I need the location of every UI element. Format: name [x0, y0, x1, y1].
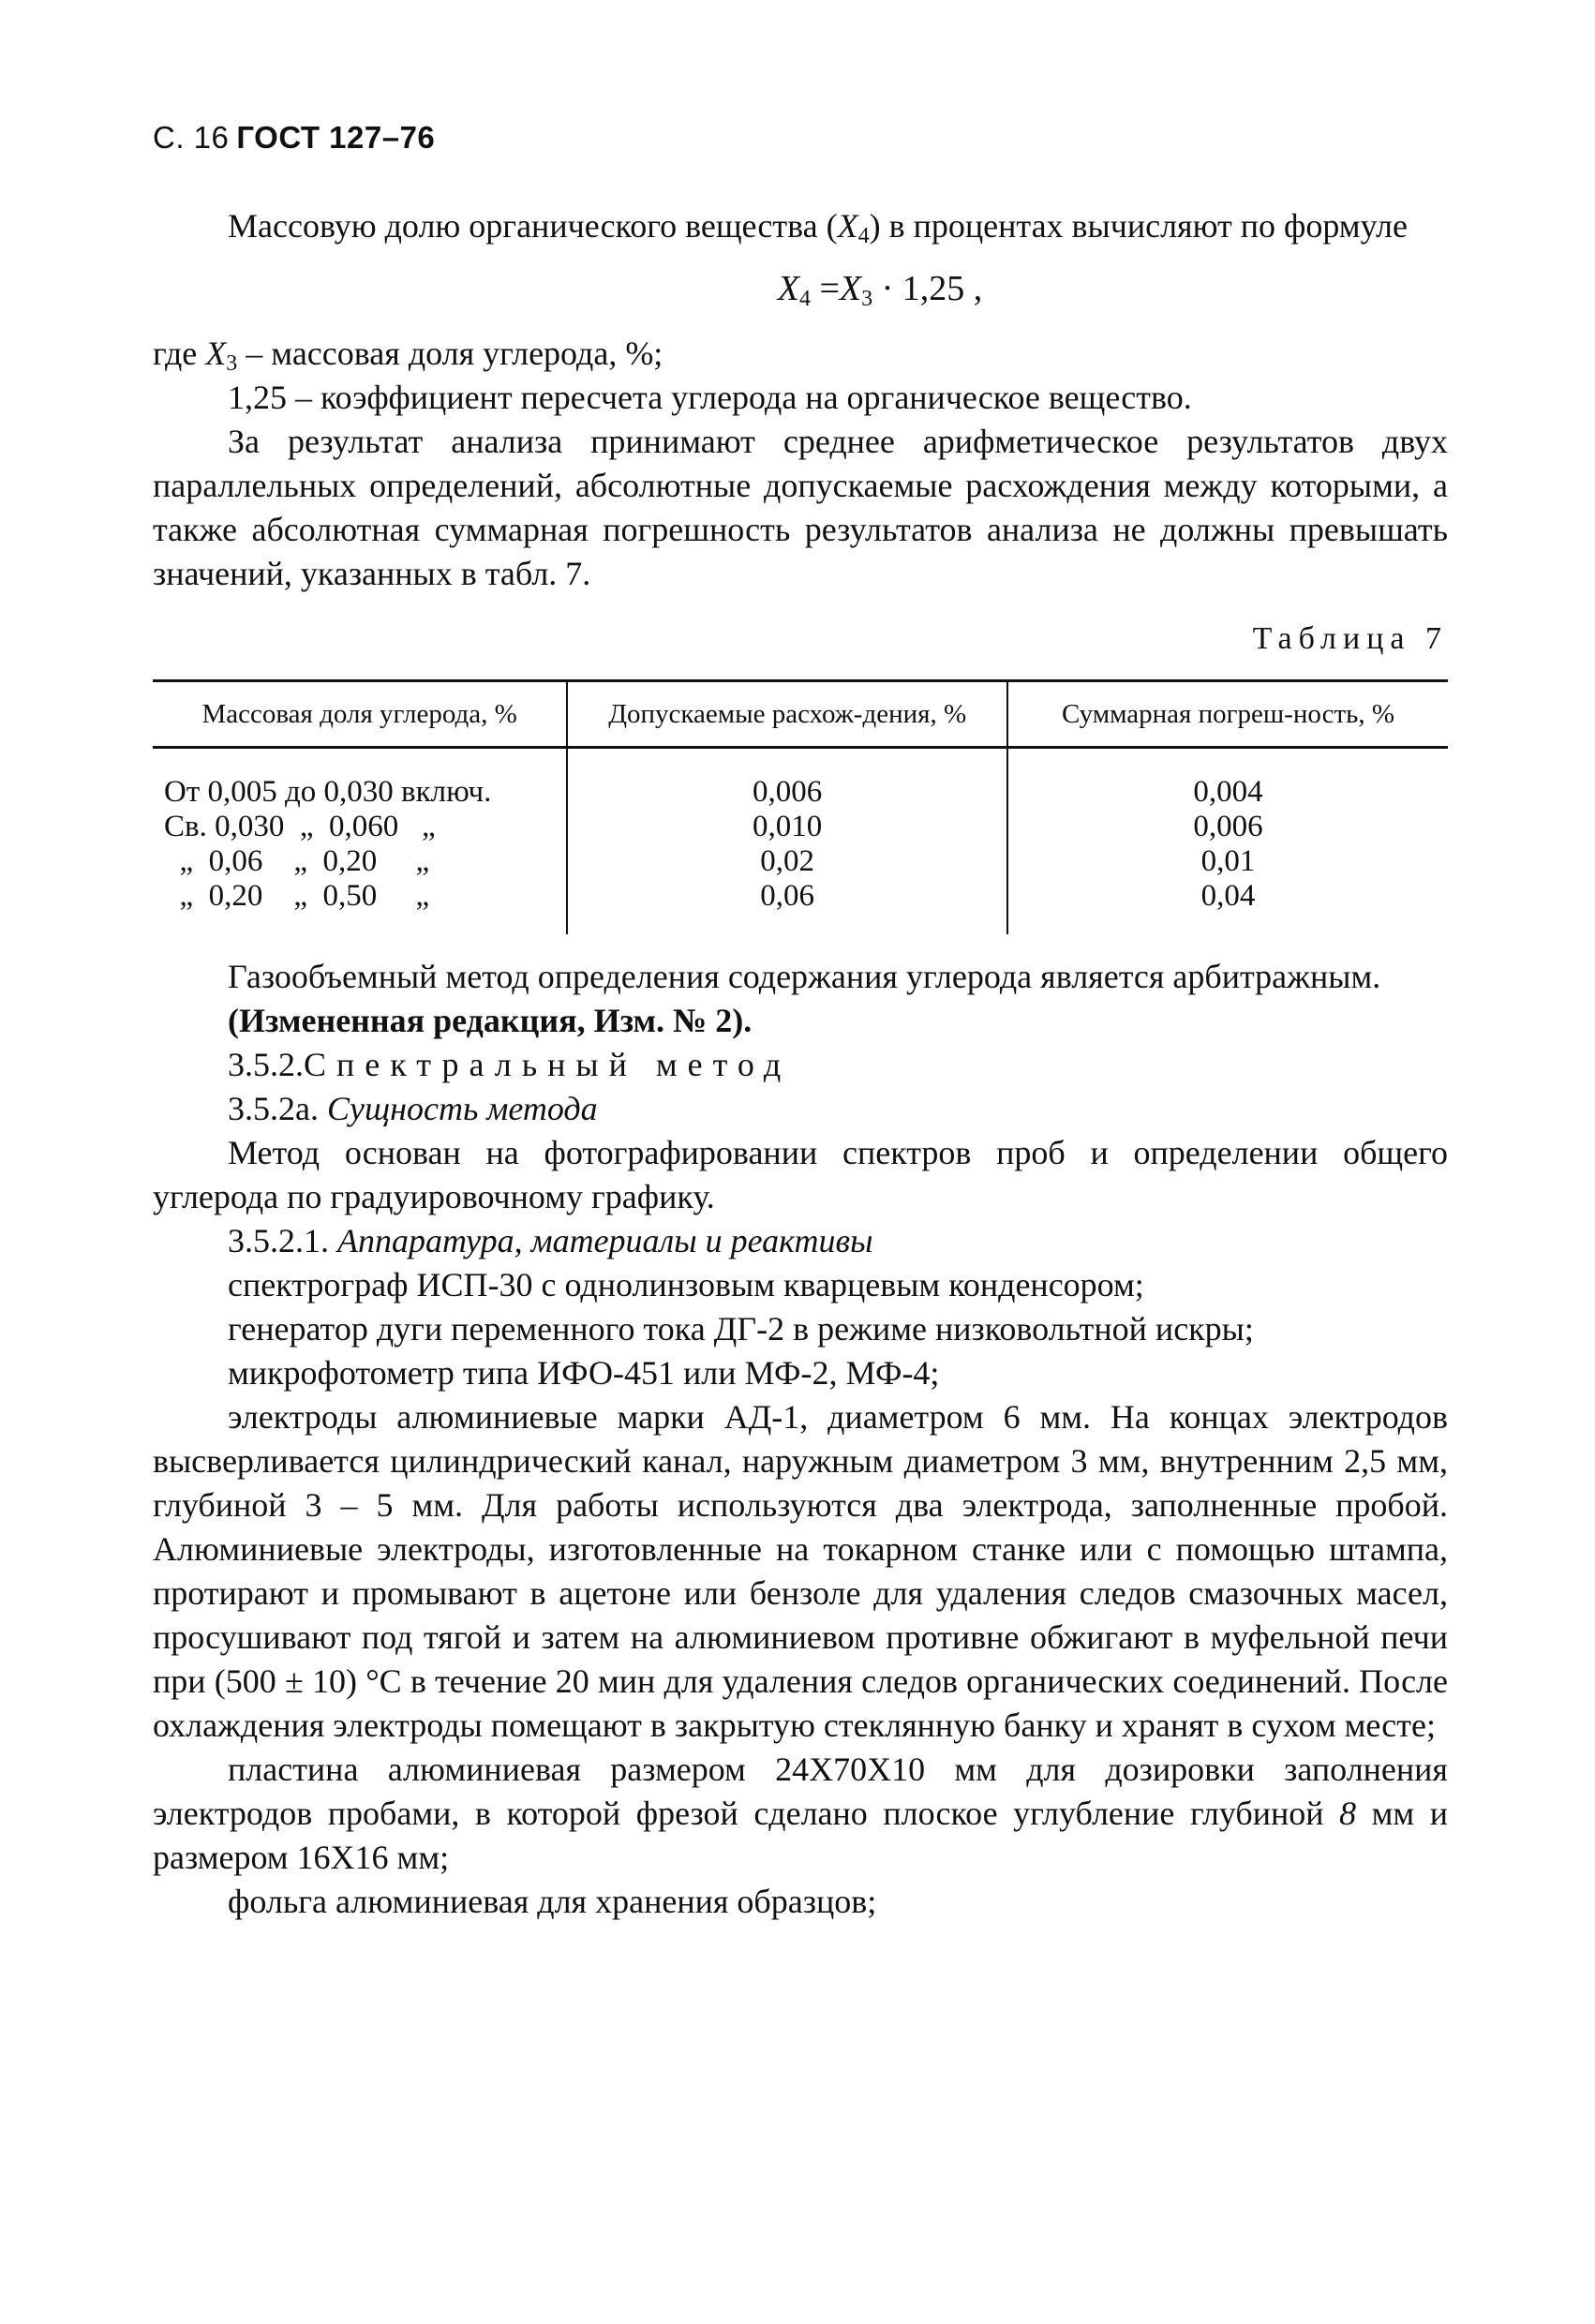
table-cell: 0,006	[567, 748, 1007, 811]
intro-text-b: ) в процентах вычисляют по формуле	[869, 207, 1408, 245]
table-row	[153, 844, 1448, 879]
section-title: Спектральный метод	[304, 1046, 792, 1083]
column-header: Суммарная погреш-ность, %	[1007, 681, 1448, 748]
section-number: 3.5.2а.	[228, 1090, 319, 1127]
list-item: генератор дуги переменного тока ДГ-2 в режиме низковольтной искры;	[228, 1310, 1254, 1348]
standard-title: ГОСТ 127–76	[236, 120, 436, 155]
table-cell: „ 0,20 „ 0,50 „	[164, 879, 430, 913]
table-cell: 0,01	[1007, 844, 1448, 879]
table-cell: 0,02	[567, 844, 1007, 879]
list-item: микрофотометр типа ИФО-451 или МФ-2, МФ-4;	[228, 1354, 940, 1392]
table-cell: 0,06	[567, 879, 1007, 934]
section-number: 3.5.2.	[228, 1046, 304, 1083]
section-3-5-2-1-heading	[153, 1219, 1448, 1263]
table-header-row	[153, 681, 1448, 748]
formula-tail: · 1,25 ,	[872, 269, 983, 308]
formula-rhs: X	[839, 269, 862, 308]
list-item: спектрограф ИСП-30 с однолинзовым кварцевым конденсором;	[228, 1266, 1144, 1304]
where-variable: X	[205, 335, 227, 372]
section-number: 3.5.2.1.	[228, 1222, 329, 1259]
intro-variable: X	[837, 207, 858, 245]
table-7	[153, 679, 1448, 934]
page-header	[153, 120, 435, 156]
table-cell: 0,006	[1007, 810, 1448, 844]
table-row	[153, 810, 1448, 844]
table-cell: 0,010	[567, 810, 1007, 844]
table-row	[153, 748, 1448, 811]
amendment-note: (Измененная редакция, Изм. № 2).	[228, 1002, 753, 1039]
where-text: – массовая доля углерода, %;	[237, 335, 663, 372]
item-text-a: пластина алюминиевая размером 24Х70Х10 мм для дозировки заполнения электродов пробами, в которой фрезой сделано плоское углубление глубиной	[153, 1750, 1448, 1832]
list-item: фольга алюминиевая для хранения образцов;	[228, 1883, 877, 1920]
table-row	[153, 879, 1448, 934]
coefficient-line: 1,25 – коэффициент пересчета углерода на органическое вещество.	[228, 379, 1192, 416]
section-title: Сущность метода	[326, 1090, 598, 1127]
item-depth-value: 8	[1339, 1795, 1357, 1832]
intro-text-a: Массовую долю органического вещества (	[228, 207, 838, 245]
table-cell: „ 0,06 „ 0,20 „	[164, 844, 430, 878]
formula-lhs-sub: 4	[798, 287, 811, 311]
list-item: электроды алюминиевые марки АД-1, диаметром 6 мм. На концах электродов высверливается цилиндрический канал, наружным диаметром 3 мм, внутренним 2,5 мм, глубиной 3 – 5 мм. Для работы используются два электрода, заполненные пробой. Алюминиевые электроды, изготовленные на токарном станке или с помощью штампа, протирают и промывают в ацетоне или бензоле для удаления следов смазочных масел, просушивают под тягой и затем на алюминиевом противне обжигают в муфельной печи при (500 ± 10) °С в течение 20 мин для удаления следов органических соединений. После охлаждения электроды помещают в закрытую стеклянную банку и хранят в сухом месте;	[153, 1398, 1448, 1744]
section-title: Аппаратура, материалы и реактивы	[337, 1222, 873, 1259]
section-3-5-2-heading	[153, 1043, 1448, 1087]
table-cell: От 0,005 до 0,030 включ.	[164, 775, 492, 809]
formula-rhs-sub: 3	[861, 287, 873, 311]
formula	[153, 267, 1448, 311]
result-paragraph: За результат анализа принимают среднее арифметическое результатов двух параллельных определений, абсолютные допускаемые расхождения между которыми, а также абсолютная суммарная погрешность результатов анализа не должны превышать значений, указанных в табл. 7.	[153, 423, 1448, 592]
where-line	[153, 332, 1448, 376]
section-3-5-2a-heading	[153, 1087, 1448, 1131]
method-paragraph: Метод основан на фотографировании спектров проб и определении общего углерода по градуировочному графику.	[153, 1134, 1448, 1215]
list-item	[153, 1748, 1448, 1880]
column-header: Массовая доля углерода, %	[153, 681, 567, 748]
where-variable-sub: 3	[226, 351, 238, 376]
table-cell: 0,004	[1007, 748, 1448, 811]
intro-variable-sub: 4	[857, 224, 870, 248]
formula-lhs: X	[777, 269, 799, 308]
gas-method-paragraph: Газообъемный метод определения содержания углерода является арбитражным.	[228, 958, 1381, 995]
intro-paragraph	[153, 204, 1448, 248]
column-header: Допускаемые расхож-дения, %	[567, 681, 1007, 748]
table-cell: Св. 0,030 „ 0,060 „	[164, 810, 436, 843]
table-cell: 0,04	[1007, 879, 1448, 934]
page-body	[153, 204, 1448, 1924]
table-caption: Таблица 7	[1252, 621, 1448, 656]
formula-eq: =	[810, 269, 840, 308]
item-text-b: мм и размером 16Х16 мм;	[153, 1795, 1449, 1876]
page-number: С. 16	[153, 120, 230, 155]
where-prefix: где	[153, 335, 206, 372]
